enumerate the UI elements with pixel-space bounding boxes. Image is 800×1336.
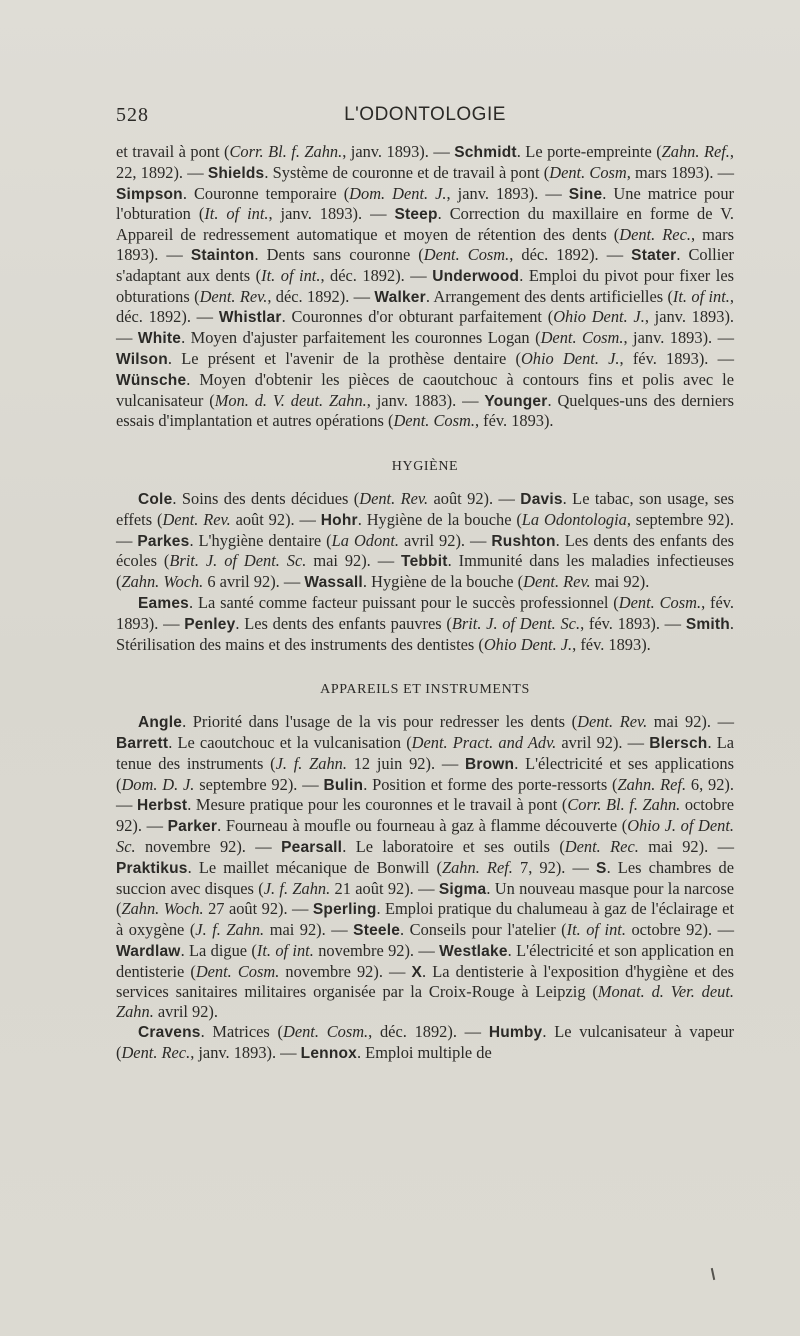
journal-citation: J. f. Zahn. — [263, 878, 331, 898]
text-run: , septembre 92). — — [116, 509, 734, 550]
journal-citation: Dom. D. J. — [121, 774, 195, 794]
journal-citation: Dent. Rec. — [121, 1042, 191, 1062]
author-name: Humby — [488, 1024, 543, 1042]
author-name: Hohr — [320, 511, 358, 529]
text-run: . Quelques-uns des derniers essais d'implantation et autres opérations ( — [116, 390, 735, 431]
text-run: , janv. 1893). — — [190, 1042, 301, 1062]
text-run: . Les dents des enfants des écoles ( — [116, 530, 735, 571]
text-run: . Le caoutchouc et la vulcanisation ( — [168, 732, 412, 752]
journal-citation: J. f. Zahn. — [195, 920, 265, 940]
author-name: Parker — [167, 818, 218, 836]
author-name: Parkes — [137, 532, 190, 550]
text-run: . Moyen d'obtenir les pièces de caoutchouc à contours fins et polis avec le vulcanisateur ( — [116, 369, 734, 410]
author-name: Wünsche — [116, 371, 187, 389]
author-name: Penley — [184, 615, 236, 633]
journal-citation: Zahn. Ref. — [442, 857, 513, 877]
journal-citation: Dent. Cosm. — [393, 411, 475, 431]
text-run: . Collier s'adaptant aux dents ( — [116, 244, 735, 285]
journal-citation: It. of int. — [261, 265, 321, 285]
text-run: mai 92). — — [264, 920, 354, 940]
journal-citation: La Odont. — [331, 530, 400, 550]
text-run: . Moyen d'ajuster parfaitement les couronnes Logan ( — [181, 328, 541, 348]
text-run: mai 92). — — [638, 836, 734, 856]
text-run: , janv. 1893). — — [446, 183, 569, 203]
text-run: , fév. 1893). — [572, 634, 651, 654]
text-run: . L'hygiène dentaire ( — [189, 530, 332, 550]
text-run: mai 92). — — [306, 551, 402, 571]
text-run: 21 août 92). — — [330, 878, 439, 898]
text-run: . Couronnes d'or obturant parfaitement ( — [281, 307, 554, 327]
author-name: Steep — [394, 206, 438, 224]
text-run: , janv. 1893). — — [342, 142, 455, 161]
text-run: , déc. 1892). — — [320, 265, 433, 285]
text-run: et travail à pont ( — [116, 142, 230, 161]
text-run: , déc. 1892). — — [368, 1022, 489, 1042]
author-name: Tebbit — [401, 553, 448, 571]
journal-citation: Zahn. Ref. — [661, 142, 730, 161]
text-run: . Une matrice pour l'obturation ( — [116, 183, 734, 224]
text-run: avril 92). — — [399, 530, 492, 550]
author-name: Cole — [138, 490, 173, 508]
author-name: Shields — [207, 164, 265, 182]
author-name: Stater — [631, 246, 677, 264]
author-name: Simpson — [116, 185, 183, 203]
text-run: , janv. 1893). — — [268, 204, 395, 224]
author-name: Blersch — [649, 734, 708, 752]
author-name: X — [411, 963, 423, 981]
author-name: Eames — [138, 594, 189, 612]
text-run: novembre 92). — — [279, 961, 412, 981]
paragraph — [116, 593, 734, 654]
text-run: septembre 92). — — [194, 774, 324, 794]
journal-citation: Corr. Bl. f. Zahn. — [229, 142, 343, 161]
journal-citation: Mon. d. V. deut. Zahn. — [214, 390, 367, 410]
journal-citation: Ohio Dent. J. — [520, 348, 620, 368]
journal-citation: It. of int. — [256, 940, 314, 960]
journal-citation: Dent. Pract. and Adv. — [411, 732, 557, 752]
text-run: novembre 92). — — [313, 940, 440, 960]
journal-citation: Zahn. Ref. — [617, 774, 687, 794]
text-run: . Priorité dans l'usage de la vis pour redresser les dents ( — [182, 712, 578, 732]
author-name: Barrett — [116, 734, 169, 752]
author-name: Walker — [374, 288, 426, 306]
author-name: Westlake — [439, 942, 508, 960]
author-name: Wilson — [116, 350, 168, 368]
text-run: . Un nouveau masque pour la narcose ( — [116, 878, 734, 919]
text-run: mai 92). — [590, 572, 650, 592]
text-run: . Fourneau à moufle ou fourneau à gaz à flamme découverte ( — [217, 816, 628, 836]
text-run: , mars 1893). — — [116, 225, 735, 264]
text-run: . Hygiène de la bouche ( — [357, 509, 522, 529]
text-run: . Les chambres de succion avec disques ( — [116, 857, 734, 898]
text-run: . Emploi pratique du chalumeau à gaz de l'éclairage et à oxygène ( — [116, 899, 734, 940]
journal-citation: Monat. d. Ver. deut. Zahn. — [116, 982, 734, 1022]
text-run: octobre 92). — — [625, 920, 734, 940]
text-run: octobre 92). — — [116, 795, 734, 836]
text-run: , déc. 1892). — — [509, 244, 632, 264]
text-run: , fév. 1893). — — [580, 613, 686, 633]
text-run: , janv. 1893). — — [116, 307, 735, 348]
text-run: . Le laboratoire et ses outils ( — [342, 836, 565, 856]
text-run: . Position et forme des porte-ressorts ( — [363, 774, 618, 794]
journal-citation: It. of int. — [566, 920, 626, 940]
author-name: Lennox — [300, 1044, 357, 1062]
page-number: 528 — [116, 104, 149, 126]
running-title: L'ODONTOLOGIE — [344, 104, 506, 125]
text-run: , déc. 1892). — — [116, 286, 734, 327]
journal-citation: Corr. Bl. f. Zahn. — [567, 795, 681, 815]
text-run: mai 92). — — [647, 712, 735, 732]
text-run: . Le vulcanisateur à vapeur ( — [116, 1022, 734, 1062]
author-name: White — [137, 330, 182, 348]
paragraph — [116, 489, 734, 593]
paragraph — [116, 712, 734, 1022]
journal-citation: Dent. Cosm. — [195, 961, 280, 981]
text-run: , fév. 1893). — [474, 411, 554, 431]
text-run: 6 avril 92). — — [203, 572, 305, 592]
journal-citation: J. f. Zahn. — [275, 753, 347, 773]
text-run: . Stérilisation des mains et des instruments des dentistes ( — [116, 613, 734, 654]
journal-citation: Dent. Rec. — [619, 225, 691, 245]
text-run: . Le présent et l'avenir de la prothèse dentaire ( — [167, 348, 521, 368]
text-run: . Conseils pour l'atelier ( — [400, 920, 567, 940]
journal-citation: Brit. J. of Dent. Sc. — [451, 613, 581, 633]
text-run: . Immunité dans les maladies infectieuses ( — [116, 551, 734, 592]
author-name: Sine — [568, 185, 603, 203]
text-run: . Le tabac, son usage, ses effets ( — [116, 488, 735, 529]
text-run: , fév. 1893). — — [619, 348, 734, 368]
text-run: août 92). — — [428, 488, 521, 508]
author-name: Praktikus — [116, 859, 188, 877]
body-text — [116, 142, 734, 1064]
journal-citation: Dent. Rec. — [564, 836, 639, 856]
author-name: Brown — [464, 755, 515, 773]
author-name: Whistlar — [218, 309, 282, 327]
text-run: . La dentisterie à l'exposition d'hygiène et des services sanitaires militaires organisée par la Croix-Rouge à Leipzig ( — [116, 961, 735, 1002]
journal-citation: Zahn. Woch. — [121, 899, 204, 919]
text-run: . Les dents des enfants pauvres ( — [235, 613, 452, 633]
author-name: Angle — [138, 714, 183, 732]
author-name: Steele — [353, 922, 401, 940]
journal-citation: La Odontologia — [521, 509, 627, 529]
journal-citation: It. of int. — [672, 286, 730, 306]
section-heading: HYGIÈNE — [391, 459, 459, 475]
text-run: . La santé comme facteur puissant pour le succès professionnel ( — [188, 592, 619, 612]
text-run: avril 92). — [153, 1002, 218, 1022]
text-run: , déc. 1892). — — [267, 286, 375, 306]
text-run: , janv. 1893). — — [623, 328, 735, 348]
text-run: . La digue ( — [180, 940, 257, 960]
text-run: . Le maillet mécanique de Bonwill ( — [187, 857, 442, 877]
journal-citation: Dent. Rev. — [577, 712, 648, 732]
author-name: Sigma — [438, 880, 487, 898]
text-run: . Hygiène de la bouche ( — [362, 572, 524, 592]
author-name: Rushton — [491, 532, 556, 550]
author-name: Cravens — [138, 1024, 201, 1042]
text-run: . Correction du maxillaire en forme de V. Appareil de redressement automatique et moyen de rétention des dents ( — [116, 204, 735, 245]
author-name: Smith — [685, 615, 730, 633]
text-run: août 92). — — [230, 509, 321, 529]
text-run: . L'électricité et son application en dentisterie ( — [116, 940, 734, 981]
journal-citation: Zahn. Woch. — [121, 572, 204, 592]
author-name: Pearsall — [281, 838, 343, 856]
text-run: , 22, 1892). — — [116, 142, 734, 182]
text-run: , fév. 1893). — — [116, 592, 735, 633]
author-name: Davis — [520, 490, 563, 508]
text-run: , mars 1893). — — [626, 162, 735, 182]
author-name: Wardlaw — [116, 942, 181, 960]
journal-citation: Dent. Rev. — [199, 286, 268, 306]
text-run: . Dents sans couronne ( — [254, 244, 424, 264]
text-run: . Matrices ( — [200, 1022, 283, 1042]
text-run: novembre 92). — — [135, 836, 282, 856]
text-run: 12 juin 92). — — [346, 753, 465, 773]
text-run: 6, 92). — — [116, 774, 734, 815]
text-run: . Arrangement des dents artificielles ( — [425, 286, 673, 306]
journal-citation: Dent. Rev. — [359, 488, 429, 508]
text-run: . Système de couronne et de travail à pont ( — [264, 162, 550, 182]
journal-citation: Ohio J. of Dent. Sc. — [116, 816, 734, 856]
text-run: . Le porte-empreinte ( — [516, 142, 662, 161]
text-run: 27 août 92). — — [203, 899, 313, 919]
paragraph — [116, 1022, 734, 1064]
journal-citation: Dent. Cosm. — [618, 592, 702, 612]
text-run: . Soins des dents décidues ( — [172, 488, 360, 508]
text-run: . Emploi multiple de — [356, 1042, 492, 1062]
journal-citation: Ohio Dent. J. — [483, 634, 573, 654]
journal-citation: It. of int. — [204, 204, 269, 224]
journal-citation: Dent. Rev. — [162, 509, 231, 529]
text-run: . Mesure pratique pour les couronnes et le travail à pont ( — [187, 795, 568, 815]
author-name: Schmidt — [454, 144, 517, 161]
section-heading: APPAREILS ET INSTRUMENTS — [320, 682, 530, 698]
author-name: S — [596, 859, 607, 877]
paragraph — [116, 142, 734, 431]
author-name: Underwood — [432, 267, 520, 285]
page-header — [116, 104, 734, 130]
stray-mark — [711, 1268, 715, 1280]
author-name: Younger — [484, 392, 548, 410]
text-run: , janv. 1883). — — [366, 390, 485, 410]
text-run: avril 92). — — [556, 732, 650, 752]
author-name: Wassall — [304, 574, 363, 592]
journal-citation: Dom. Dent. J. — [349, 183, 447, 203]
text-run: . L'électricité et ses applications ( — [116, 753, 734, 794]
journal-citation: Dent. Cosm. — [282, 1022, 369, 1042]
journal-citation: Dent. Cosm — [549, 162, 627, 182]
journal-citation: Dent. Cosm. — [540, 328, 624, 348]
author-name: Bulin — [323, 776, 364, 794]
journal-citation: Dent. Cosm. — [423, 244, 510, 264]
author-name: Herbst — [136, 797, 188, 815]
journal-citation: Ohio Dent. J. — [553, 307, 645, 327]
text-run: 7, 92). — — [512, 857, 597, 877]
text-run: . Couronne temporaire ( — [182, 183, 350, 203]
author-name: Sperling — [312, 901, 377, 919]
journal-citation: Brit. J. of Dent. Sc. — [169, 551, 307, 571]
journal-citation: Dent. Rev. — [523, 572, 591, 592]
text-run: . Emploi du pivot pour fixer les obturations ( — [116, 265, 734, 306]
text-run: . La tenue des instruments ( — [116, 732, 735, 773]
author-name: Stainton — [190, 246, 255, 264]
